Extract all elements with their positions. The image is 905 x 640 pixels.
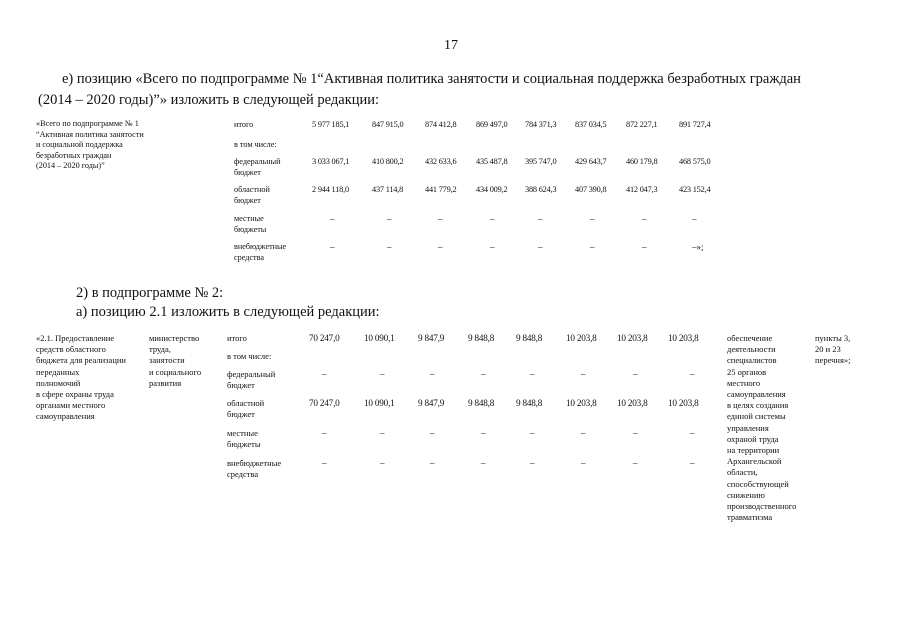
- table1-left-line: (2014 – 2020 годы)”: [36, 161, 105, 171]
- row-label-line: федеральный: [234, 157, 281, 166]
- table2-result-line: области,: [727, 467, 758, 478]
- value-cell: 429 643,7: [575, 157, 607, 166]
- value-cell: 10 203,8: [566, 398, 597, 408]
- value-cell: –: [690, 458, 695, 468]
- row-label-line: внебюджетные: [227, 458, 282, 468]
- table2-result-line: производственного: [727, 501, 797, 512]
- value-cell: 3 033 067,1: [312, 157, 350, 166]
- table2-result-line: 25 органов: [727, 366, 767, 377]
- value-cell: 434 009,2: [476, 185, 508, 194]
- row-label-line: бюджет: [227, 380, 255, 391]
- page-number: 17: [444, 38, 458, 53]
- value-cell: 10 203,8: [566, 333, 597, 343]
- value-cell: –: [633, 458, 638, 468]
- value-cell: –: [330, 214, 335, 224]
- value-cell: 874 412,8: [425, 120, 457, 129]
- row-label-line: средства: [234, 252, 265, 262]
- value-cell: 388 624,3: [525, 185, 557, 194]
- table2-ref-line: перечня»;: [815, 355, 851, 366]
- row-label-line: внебюджетные: [234, 242, 287, 251]
- row-label-line: бюджеты: [234, 224, 267, 234]
- value-cell: –: [380, 369, 385, 379]
- section-e-line1: е) позицию «Всего по подпрограмме № 1“Активная политика занятости и социальная поддержка безработных граждан: [62, 71, 801, 87]
- value-cell: –: [430, 458, 435, 468]
- table2-col2: [149, 333, 224, 389]
- table2-col2-line: развития: [149, 377, 182, 388]
- table2-col1-line: переданных: [36, 366, 80, 377]
- value-cell: –: [633, 428, 638, 438]
- section-2-line1: 2) в подпрограмме № 2:: [76, 285, 224, 301]
- row-label-line: итого: [234, 120, 254, 129]
- value-cell: –: [330, 242, 335, 252]
- value-cell: 2 944 118,0: [312, 185, 349, 194]
- table2-ref-line: пункты 3,: [815, 333, 851, 343]
- value-cell: –: [690, 428, 695, 438]
- row-label-line: бюджет: [234, 195, 261, 205]
- value-cell: 869 497,0: [476, 120, 508, 129]
- value-cell: –: [530, 428, 535, 438]
- value-cell: –: [322, 458, 327, 468]
- value-cell: –: [322, 428, 327, 438]
- table2-result-line: специалистов: [727, 355, 777, 366]
- value-cell: 10 090,1: [364, 398, 395, 408]
- value-cell: –: [642, 214, 647, 224]
- table2-col1-line: бюджета для реализации: [36, 355, 126, 366]
- value-cell: 837 034,5: [575, 120, 607, 129]
- row-label-line: местные: [234, 214, 264, 223]
- value-cell: –: [387, 214, 392, 224]
- value-cell: –»;: [692, 242, 704, 252]
- row-label: [234, 185, 270, 206]
- table2-ref: [815, 333, 875, 367]
- value-cell: –: [481, 428, 486, 438]
- value-cell: 10 203,8: [617, 333, 648, 343]
- value-cell: 847 915,0: [372, 120, 404, 129]
- row-label: [227, 428, 261, 450]
- row-label-line: местные: [227, 428, 258, 438]
- row-label-line: средства: [227, 469, 259, 480]
- value-cell: –: [538, 242, 543, 252]
- value-cell: –: [642, 242, 647, 252]
- value-cell: –: [430, 369, 435, 379]
- table1-left-text: [36, 119, 186, 172]
- row-label: [234, 157, 281, 178]
- value-cell: –: [438, 242, 443, 252]
- table2-result-line: на территории: [727, 445, 780, 456]
- value-cell: –: [490, 242, 495, 252]
- table2-result-line: самоуправления: [727, 389, 786, 400]
- table2-col1-line: средств областного: [36, 344, 106, 355]
- value-cell: 70 247,0: [309, 333, 340, 343]
- table2-result-line: Архангельской: [727, 456, 782, 467]
- value-cell: 5 977 185,1: [312, 120, 350, 129]
- value-cell: 9 847,9: [418, 398, 445, 408]
- row-label: [227, 458, 281, 480]
- row-label: [234, 140, 277, 151]
- table2-result-line: единой системы: [727, 411, 786, 422]
- table2-col1-line: «2.1. Предоставление: [36, 333, 115, 343]
- section-2-line2: а) позицию 2.1 изложить в следующей редакции:: [76, 304, 380, 320]
- value-cell: 10 203,8: [668, 398, 699, 408]
- row-label: [227, 398, 264, 420]
- row-label-line: областной: [227, 398, 265, 408]
- row-label-line: в том числе:: [227, 351, 272, 361]
- row-label-line: бюджеты: [227, 439, 261, 450]
- table2-col2-line: труда,: [149, 344, 171, 355]
- row-label-line: областной: [234, 185, 270, 194]
- table2-col2-line: занятости: [149, 355, 185, 366]
- value-cell: –: [692, 214, 697, 224]
- table2-result-line: местного: [727, 377, 761, 388]
- value-cell: 784 371,3: [525, 120, 557, 129]
- value-cell: 407 390,8: [575, 185, 607, 194]
- row-label-line: бюджет: [227, 409, 255, 420]
- row-label-line: федеральный: [227, 369, 276, 379]
- value-cell: –: [490, 214, 495, 224]
- value-cell: 412 047,3: [626, 185, 658, 194]
- value-cell: –: [538, 214, 543, 224]
- table2-result-line: снижению: [727, 489, 765, 500]
- section-e-line2: (2014 – 2020 годы)”» изложить в следующей редакции:: [38, 92, 380, 108]
- value-cell: 437 114,8: [372, 185, 404, 194]
- value-cell: 432 633,6: [425, 157, 457, 166]
- table2-col2-line: и социального: [149, 366, 202, 377]
- value-cell: –: [590, 214, 595, 224]
- table2-col1: [36, 333, 151, 423]
- row-label: [234, 242, 286, 263]
- value-cell: –: [322, 369, 327, 379]
- row-label: [234, 214, 266, 235]
- table2-col1-line: самоуправления: [36, 411, 95, 422]
- value-cell: –: [581, 369, 586, 379]
- row-label-line: итого: [227, 333, 247, 343]
- table2-col2-line: министерство: [149, 333, 200, 343]
- value-cell: 70 247,0: [309, 398, 340, 408]
- table1-left-line: и социальной поддержка: [36, 140, 123, 150]
- table2-result-line: управления: [727, 422, 769, 433]
- table2-ref-line: 20 и 23: [815, 344, 841, 355]
- value-cell: 468 575,0: [679, 157, 711, 166]
- table2-result-line: деятельности: [727, 344, 776, 355]
- table2-col1-line: в сфере охраны труда: [36, 389, 114, 400]
- table2-result-line: обеспечение: [727, 333, 773, 343]
- value-cell: 441 779,2: [425, 185, 457, 194]
- row-label-line: бюджет: [234, 167, 261, 177]
- value-cell: –: [380, 428, 385, 438]
- value-cell: –: [438, 214, 443, 224]
- value-cell: –: [590, 242, 595, 252]
- value-cell: 9 848,8: [468, 333, 495, 343]
- value-cell: –: [581, 428, 586, 438]
- row-label-line: в том числе:: [234, 140, 277, 149]
- value-cell: –: [633, 369, 638, 379]
- value-cell: 460 179,8: [626, 157, 658, 166]
- value-cell: –: [387, 242, 392, 252]
- table2-result-line: травматизма: [727, 512, 773, 523]
- value-cell: 10 090,1: [364, 333, 395, 343]
- value-cell: –: [581, 458, 586, 468]
- row-label: [227, 369, 275, 391]
- value-cell: 395 747,0: [525, 157, 557, 166]
- table2-result-line: способствующей: [727, 478, 789, 489]
- table2-result-line: охраной труда: [727, 433, 779, 444]
- value-cell: 10 203,8: [668, 333, 699, 343]
- table1-left-line: “Активная политика занятости: [36, 129, 144, 139]
- value-cell: –: [690, 369, 695, 379]
- value-cell: 9 848,8: [468, 398, 495, 408]
- value-cell: 435 487,8: [476, 157, 508, 166]
- row-label: [234, 120, 253, 131]
- value-cell: –: [530, 458, 535, 468]
- table1-left-line: «Всего по подпрограмме № 1: [36, 119, 139, 128]
- value-cell: 9 848,8: [516, 398, 543, 408]
- value-cell: –: [481, 369, 486, 379]
- table2-col1-line: органами местного: [36, 400, 106, 411]
- value-cell: 891 727,4: [679, 120, 711, 129]
- table2-result-line: в целях создания: [727, 400, 789, 411]
- value-cell: –: [481, 458, 486, 468]
- table2-col1-line: полномочий: [36, 377, 81, 388]
- value-cell: 9 847,9: [418, 333, 445, 343]
- table2-result: [727, 333, 817, 523]
- value-cell: 410 800,2: [372, 157, 404, 166]
- value-cell: –: [380, 458, 385, 468]
- value-cell: 872 227,1: [626, 120, 658, 129]
- value-cell: –: [530, 369, 535, 379]
- row-label: [227, 333, 247, 344]
- value-cell: 423 152,4: [679, 185, 711, 194]
- value-cell: 10 203,8: [617, 398, 648, 408]
- value-cell: –: [430, 428, 435, 438]
- table1-left-line: безработных граждан: [36, 150, 112, 160]
- row-label: [227, 351, 271, 362]
- value-cell: 9 848,8: [516, 333, 543, 343]
